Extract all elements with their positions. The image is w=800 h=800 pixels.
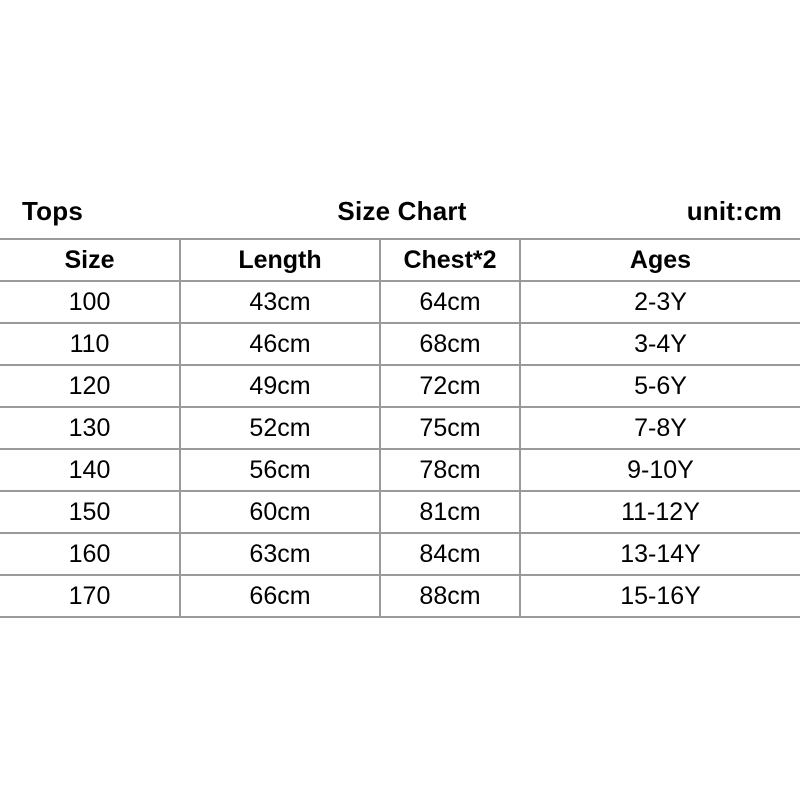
chart-header bbox=[0, 196, 800, 238]
cell-chest: 88cm bbox=[380, 575, 520, 617]
cell-ages: 11-12Y bbox=[520, 491, 800, 533]
cell-ages: 3-4Y bbox=[520, 323, 800, 365]
column-header-length: Length bbox=[180, 239, 380, 281]
cell-ages: 5-6Y bbox=[520, 365, 800, 407]
table-row bbox=[0, 407, 800, 449]
page-title: Size Chart bbox=[337, 196, 467, 226]
table-row bbox=[0, 365, 800, 407]
cell-length: 43cm bbox=[180, 281, 380, 323]
cell-chest: 81cm bbox=[380, 491, 520, 533]
cell-ages: 9-10Y bbox=[520, 449, 800, 491]
cell-chest: 78cm bbox=[380, 449, 520, 491]
size-table bbox=[0, 238, 800, 618]
cell-chest: 84cm bbox=[380, 533, 520, 575]
cell-size: 100 bbox=[0, 281, 180, 323]
column-header-size: Size bbox=[0, 239, 180, 281]
column-header-chest: Chest*2 bbox=[380, 239, 520, 281]
cell-ages: 7-8Y bbox=[520, 407, 800, 449]
cell-chest: 75cm bbox=[380, 407, 520, 449]
cell-ages: 15-16Y bbox=[520, 575, 800, 617]
cell-length: 52cm bbox=[180, 407, 380, 449]
garment-type-label: Tops bbox=[22, 196, 83, 226]
cell-size: 110 bbox=[0, 323, 180, 365]
size-chart-container bbox=[0, 196, 800, 618]
cell-length: 46cm bbox=[180, 323, 380, 365]
cell-length: 60cm bbox=[180, 491, 380, 533]
cell-size: 150 bbox=[0, 491, 180, 533]
column-header-ages: Ages bbox=[520, 239, 800, 281]
table-header-row bbox=[0, 239, 800, 281]
cell-size: 130 bbox=[0, 407, 180, 449]
cell-chest: 68cm bbox=[380, 323, 520, 365]
table-row bbox=[0, 533, 800, 575]
cell-size: 170 bbox=[0, 575, 180, 617]
cell-length: 49cm bbox=[180, 365, 380, 407]
cell-length: 63cm bbox=[180, 533, 380, 575]
cell-chest: 72cm bbox=[380, 365, 520, 407]
table-row bbox=[0, 281, 800, 323]
cell-length: 66cm bbox=[180, 575, 380, 617]
cell-size: 120 bbox=[0, 365, 180, 407]
cell-size: 140 bbox=[0, 449, 180, 491]
cell-chest: 64cm bbox=[380, 281, 520, 323]
table-row bbox=[0, 323, 800, 365]
unit-label: unit:cm bbox=[686, 196, 782, 226]
table-row bbox=[0, 449, 800, 491]
cell-size: 160 bbox=[0, 533, 180, 575]
cell-ages: 13-14Y bbox=[520, 533, 800, 575]
table-row bbox=[0, 575, 800, 617]
cell-ages: 2-3Y bbox=[520, 281, 800, 323]
table-row bbox=[0, 491, 800, 533]
cell-length: 56cm bbox=[180, 449, 380, 491]
